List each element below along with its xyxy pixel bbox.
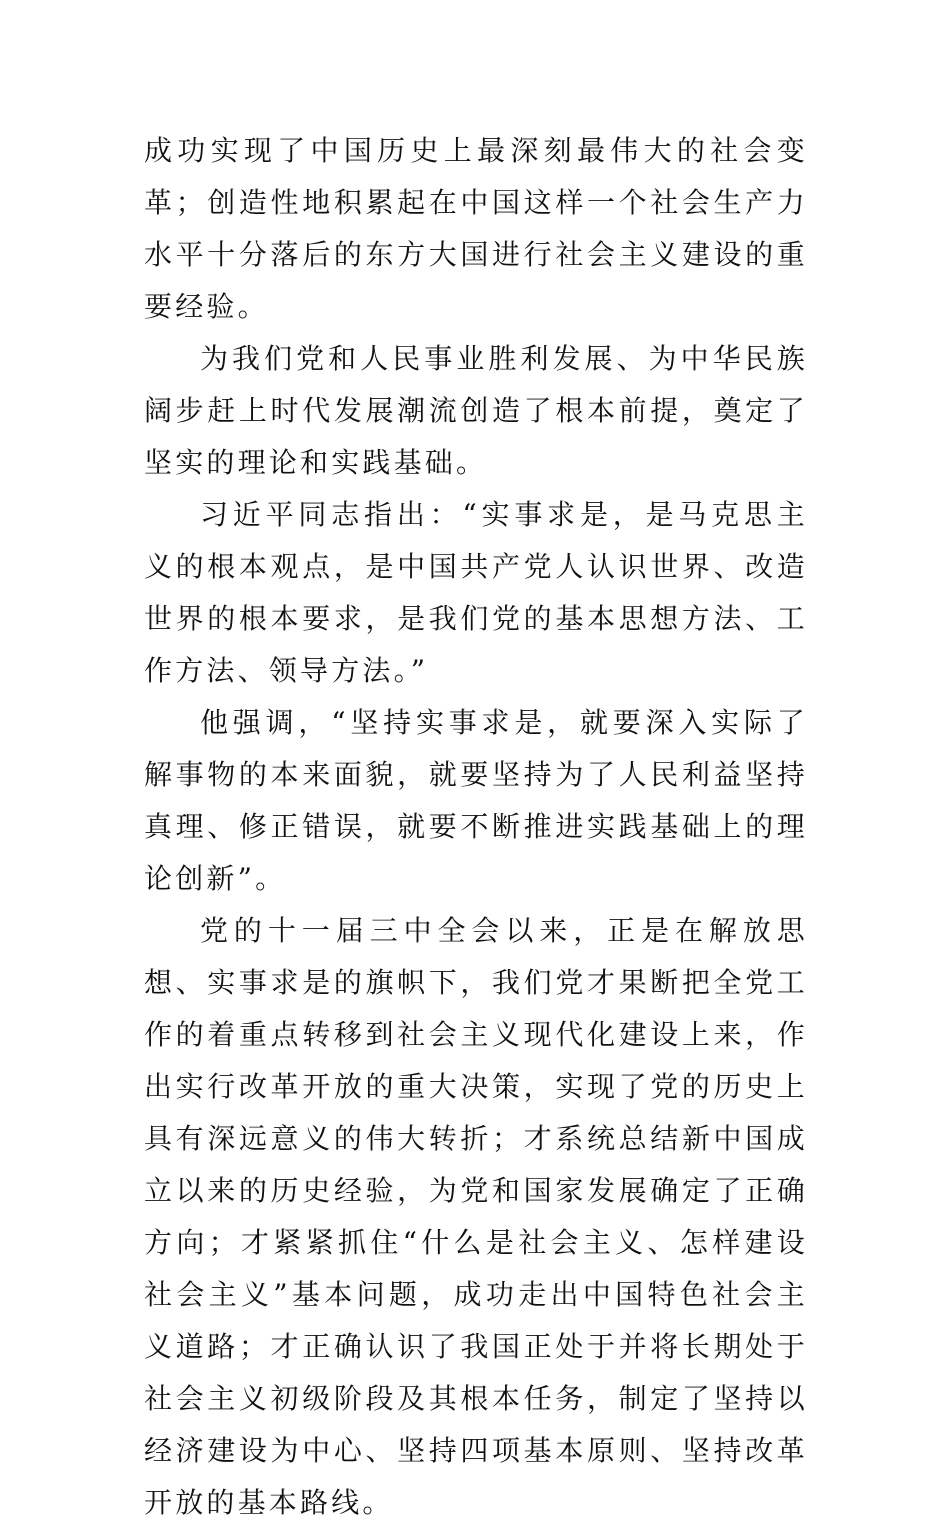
paragraph-3: 习近平同志指出：“实事求是，是马克思主义的根本观点，是中国共产党人认识世界、改造世界的根本要求，是我们党的基本思想方法、工作方法、领导方法。” [144,498,808,687]
paragraph-5: 党的十一届三中全会以来，正是在解放思想、实事求是的旗帜下，我们党才果断把全党工作的着重点转移到社会主义现代化建设上来，作出实行改革开放的重大决策，实现了党的历史上具有深远意义的伟大转折；才系统总结新中国成立以来的历史经验，为党和国家发展确定了正确方向；才紧紧抓住“什么是社会主义、怎样建设社会主义”基本问题，成功走出中国特色社会主义道路；才正确认识了我国正处于并将长期处于社会主义初级阶段及其根本任务，制定了坚持以经济建设为中心、坚持四项基本原则、坚持改革开放的基本路线。 [144,914,808,1519]
document-body [144,125,808,1529]
paragraph-1: 成功实现了中国历史上最深刻最伟大的社会变革；创造性地积累起在中国这样一个社会生产力水平十分落后的东方大国进行社会主义建设的重要经验。 [144,134,808,323]
paragraph-4: 他强调，“坚持实事求是，就要深入实际了解事物的本来面貌，就要坚持为了人民利益坚持真理、修正错误，就要不断推进实践基础上的理论创新”。 [144,706,808,895]
paragraph-2: 为我们党和人民事业胜利发展、为中华民族阔步赶上时代发展潮流创造了根本前提，奠定了坚实的理论和实践基础。 [144,342,808,479]
